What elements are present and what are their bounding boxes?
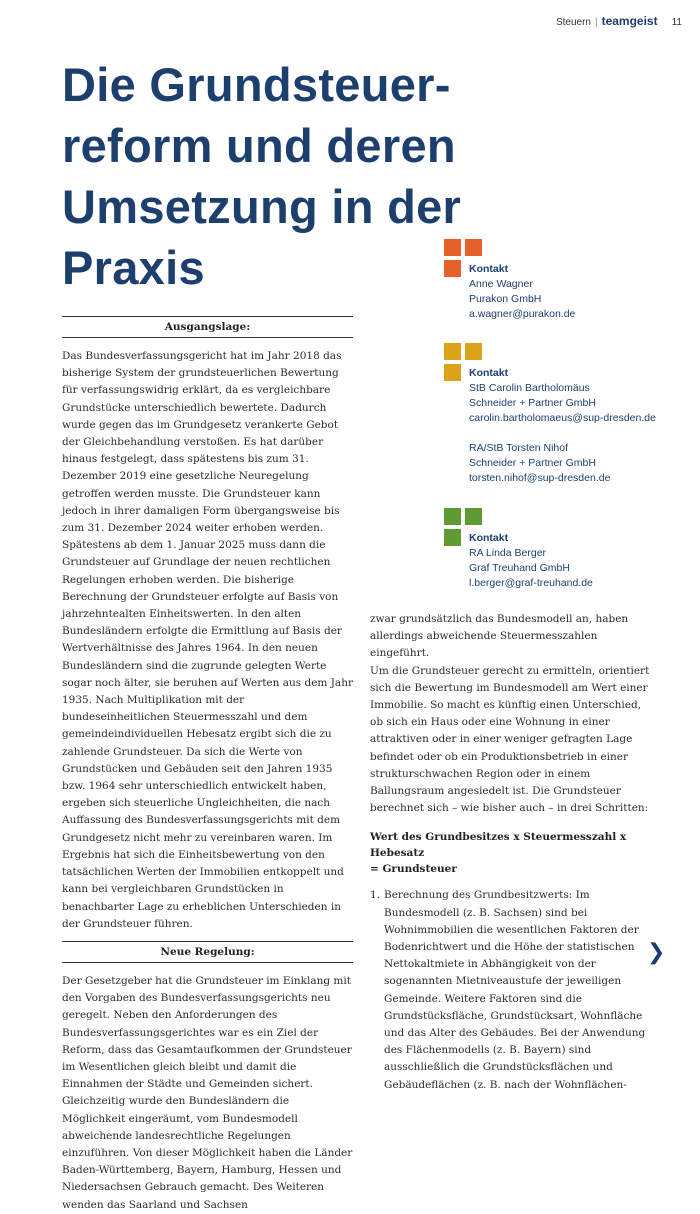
paragraph-ausgangslage: Das Bundesverfassungsgericht hat im Jahr 2018 das bisherige System der grundsteuerlichen Bewertung für verfassungswidrig erklärt, da es vergleichbare Grundstücke unterschiedlich bewertete. Dadurch wurde gegen das im Grundgesetz verankerte Gebot der Gleichbehandlung verstoßen. Es hat darüber hinaus festgelegt, dass spätestens bis zum 31. Dezember 2019 eine gesetzliche Neuregelung getroffen werden musste. Die Grundsteuer kann jedoch in ihrer damaligen Form übergangsweise bis zum 31. Dezember 2024 weiter erhoben werden. Spätestens ab dem 1. Januar 2025 muss dann die Grundsteuer auf Grundlage der neuen rechtlichen Regelungen erhoben werden. Die bisherige Berechnung der Grundsteuer erfolgte auf Basis von jahrzehntealten Einheitswerten. In den alten Bundesländern erfolgte die Ermittlung auf Basis der Wertverhältnisse des Jahres 1964. In den neuen Bundesländern sind die zugrunde gelegten Werte sogar noch älter, sie beruhen auf Werten aus dem Jahr 1935. Nach Multiplikation mit der bundeseinheitlichen Steuermesszahl und dem gemeindeindividuellen Hebesatz ergibt sich die zu zahlende Grundsteuer. Da sich die Werte von Grundstücken und Gebäuden seit den Jahren 1935 bzw. 1964 sehr unterschiedlich entwickelt haben, ergeben sich steuerliche Ungleichheiten, die nach Auffassung des Bundesverfassungsgerichts mit dem Grundgesetz nicht mehr zu vereinbaren waren. Im Ergebnis hat sich die Einheitsbewertung von den tatsächlichen Werten der Immobilien entkoppelt und kann bei vergleichbaren Grundstücken in benachbarter Lage zu erheblichen Unterschieden in der Grundsteuer führen.	[62, 350, 353, 930]
page-number: 11	[671, 17, 682, 28]
contact-email[interactable]: carolin.bartholomaeus@sup-dresden.de	[469, 412, 656, 424]
page-header	[556, 14, 682, 28]
contact-email[interactable]: torsten.nihof@sup-dresden.de	[469, 472, 611, 484]
section-name: Steuern	[555, 17, 591, 28]
contact-email[interactable]: a.wagner@purakon.de	[469, 308, 576, 320]
contact-name: RA Linda Berger	[469, 547, 547, 559]
formula	[370, 829, 654, 877]
contact-heading: Kontakt	[469, 263, 509, 275]
list-number: 1.	[370, 889, 381, 902]
list-text: Berechnung des Grundbesitzwerts: Im Bundesmodell (z. B. Sachsen) sind bei Wohnimmobilien die wesentlichen Faktoren der Bodenrichtwert und die Höhe der statistischen Nettokaltmiete in Abhängigkeit von der sogenannten Mietniveaustufe der jeweiligen Gemeinde. Weitere Faktoren sind die Grundstücksfläche, Grundstücksart, Wohnfläche und das Alter des Gebäudes. Bei der Anwendung des Flächenmodells (z. B. Bayern) sind ausschließlich die Grundstücksflächen und Gebäudeflächen (z. B. nach der Wohnflächen-	[384, 889, 646, 1091]
chevron-right-icon[interactable]: ❯	[647, 940, 666, 965]
contact-name: StB Carolin Bartholomäus	[469, 382, 590, 394]
list-item	[370, 887, 654, 1093]
contact-company: Purakon GmbH	[469, 293, 542, 305]
contact-company: Schneider + Partner GmbH	[469, 397, 596, 409]
contact-name: Anne Wagner	[469, 278, 533, 290]
section-heading-neue-regelung: Neue Regelung:	[62, 941, 353, 963]
contact-name: RA/StB Torsten Nihof	[469, 442, 569, 454]
section-heading-ausgangslage: Ausgangslage:	[62, 316, 353, 338]
contact-heading: Kontakt	[469, 532, 509, 544]
header-separator: |	[594, 17, 598, 28]
paragraph-bewertung: Um die Grundsteuer gerecht zu ermitteln, orientiert sich die Bewertung im Bundesmodell am Wert einer Immobilie. So macht es künftig einen Unterschied, ob sich ein Haus oder eine Wohnung in einer attraktiven oder in einer weniger gefragten Lage befindet oder ob ein Produktionsbetrieb in einer strukturschwachen Region oder in einem Ballungsraum angesiedelt ist. Die Grundsteuer berechnet sich – wie bisher auch – in drei Schritten:	[370, 664, 650, 815]
paragraph-neue-regelung: Der Gesetzgeber hat die Grundsteuer im Einklang mit den Vorgaben des Bundesverfassungsgerichts neu geregelt. Neben den Anforderungen des Bundesverfassungsgerichtes war es ein Ziel der Reform, dass das Gesamtaufkommen der Grundsteuer im Wesentlichen gleich bleibt und damit die Einnahmen der Städte und Gemeinden sichert. Gleichzeitig wurde den Bundesländern die Möglichkeit eingeräumt, vom Bundesmodell abweichende landesrechtliche Regelungen einzuführen. Von dieser Möglichkeit haben die Länder Baden-Württemberg, Bayern, Hamburg, Hessen und Niedersachsen Gebrauch gemacht. Des Weiteren wenden das Saarland und Sachsen	[62, 974, 353, 1211]
article-title: Die Grundsteuer-reform und deren Umsetzung in der Praxis	[62, 58, 462, 294]
contact-heading: Kontakt	[469, 367, 509, 379]
contact-company: Graf Treuhand GmbH	[469, 562, 570, 574]
formula-result: = Grundsteuer	[370, 863, 457, 876]
formula-line: Wert des Grundbesitzes x Steuermesszahl x Hebesatz	[370, 831, 627, 860]
paragraph-continuation: zwar grundsätzlich das Bundesmodell an, haben allerdings abweichende Steuermesszahlen eingeführt.	[370, 613, 629, 660]
contact-email[interactable]: l.berger@graf-treuhand.de	[469, 577, 593, 589]
brand-name: teamgeist	[601, 14, 658, 28]
right-column	[370, 611, 654, 1094]
left-column	[62, 316, 353, 1214]
contact-company: Schneider + Partner GmbH	[469, 457, 596, 469]
